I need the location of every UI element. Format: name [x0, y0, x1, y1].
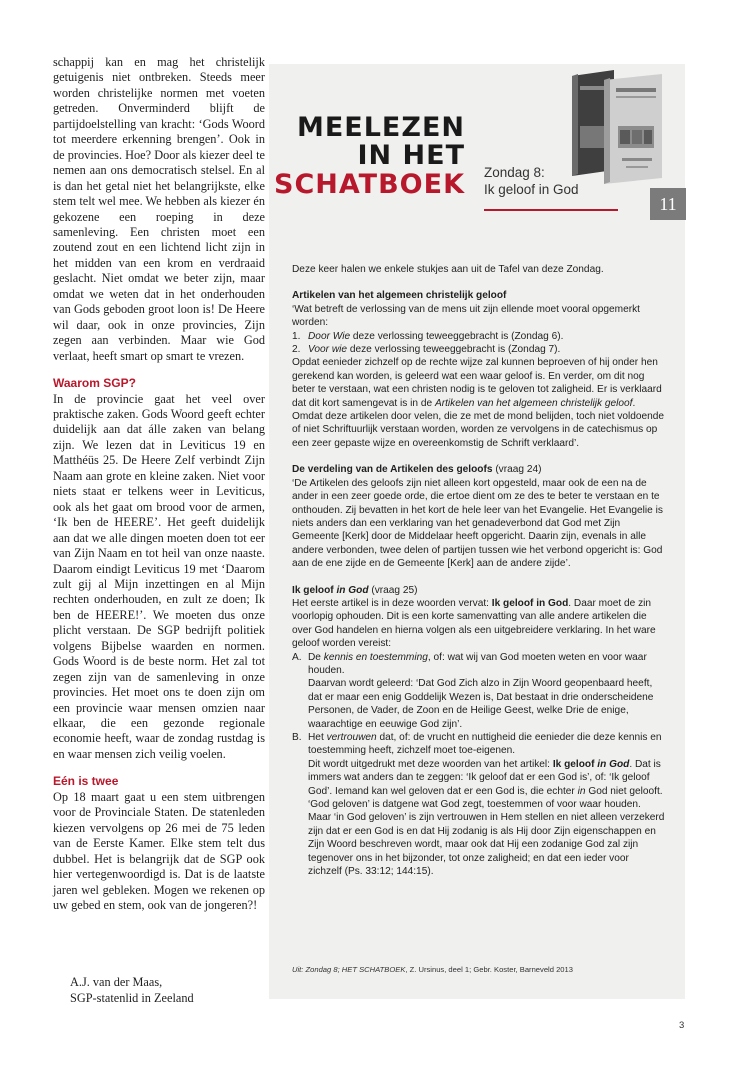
item-number: 2. [292, 344, 301, 356]
section-1-item-2: 2. Voor wie deze verlossing teweeggebracht is (Zondag 7). [292, 344, 561, 356]
part-number-badge: 11 [650, 188, 686, 220]
title-line-3: SCHATBOEK [274, 169, 465, 200]
heading-waarom-sgp: Waarom SGP? [53, 376, 136, 391]
books-illustration [564, 66, 674, 186]
section-1-item-1: 1. Door Wie deze verlossing teweeggebracht is (Zondag 6). [292, 330, 564, 342]
author-name: A.J. van der Maas, [70, 975, 163, 989]
list-item-b: B. Het vertrouwen dat, of: de vrucht en nuttigheid die eenieder die deze kennis en toestemming heeft, zichzelf moet toe-eigenen. Dit wordt uitgedrukt met deze woorden van het artikel: Ik geloof in God. Dat is immers wat anders dan te zeggen: ‘Ik geloof dat er een God is’, of: ‘Ik geloof God’. Iemand kan wel geloven dat er een God is, die echter in God niet gelooft. ‘God geloven’ is datgene wat God zegt, toestemmen of voor waar houden. Maar ‘in God geloven’ is zijn vertrouwen in Hem stellen en niet alleen verzekerd zijn dat er een God is en dat Hij zodanig is als Hij door Zijn eigenschappen en Zijn Woord beschreven wordt, maar ook dat Hij een zodanige God zal zijn tegenover ons in het bijzonder, tot onze zaligheid; en dat een ieder voor zichzelf (Ps. 33:12; 144:15). [292, 732, 665, 878]
section-3-paragraph: Het eerste artikel is in deze woorden vervat: Ik geloof in God. Daar moet de zin voorlopig ophouden. Dit is een korte samenvatting van alle andere artikelen die over God handelen en hierna volgen als een uitgebreidere verklaring. In het ware geloof worden vereist: [292, 597, 656, 650]
section-3-heading: Ik geloof in God (vraag 25) [292, 584, 418, 596]
author-signature [70, 975, 194, 1006]
zondag-line-2: Ik geloof in God [484, 181, 579, 197]
zondag-subtitle [484, 165, 579, 198]
list-item-b-detail: Dit wordt uitgedrukt met deze woorden van het artikel: Ik geloof in God. Dat is immers wat anders dan te zeggen: ‘Ik geloof dat er een God is’, of: ‘Ik geloof God’. Iemand kan wel geloven dat er een God is, die echter in God niet gelooft. ‘God geloven’ is datgene wat God zegt, toestemmen of voor waar houden. Maar ‘in God geloven’ is zijn vertrouwen in Hem stellen en niet alleen verzekerd zijn dat er een God is en dat Hij zodanig is als Hij door Zijn eigenschappen en Zijn Woord beschreven wordt, maar ook dat Hij een zodanige God zal zijn tegenover ons in het bijzonder, tot onze zaligheid; en dat een ieder voor zichzelf (Ps. 33:12; 144:15). [308, 758, 665, 878]
page-number: 3 [679, 1020, 685, 1031]
author-role: SGP-statenlid in Zeeland [70, 990, 194, 1005]
item-number: 1. [292, 330, 301, 342]
section-1-paragraph-2: Opdat eenieder zichzelf op de rechte wijze zal kunnen beproeven of hij onder hen gerekend kan worden, is geleerd wat een waar geloof is. En verder, om dit nog beter te verstaan, wat een christen nodig is te geloven tot zaligheid. Er is verklaard dat dit kort samengevat is in de Artikelen van het algemeen christelijk geloof. Omdat deze artikelen door velen, die ze met de mond belijden, toch niet voldoende of niet Schriftuurlijk verstaan worden, worden ze vervolgens in de catechismus op een zeer gepaste wijze en overeenkomstig de Schrift verklaard’. [292, 357, 665, 449]
list-item-a: A. De kennis en toestemming, of: wat wij van God moeten weten en voor waar houden. Daarvan wordt geleerd: ‘Dat God Zich alzo in Zijn Woord geopenbaard heeft, dat er maar een enig Goddelijk Wezen is, Dat bestaat in drie onderscheidene Personen, de Vader, de Zoon en de Heilige Geest, welke Drie de enige, waarachtige en eeuwige God zijn’. [292, 651, 665, 731]
section-1-paragraph: ‘Wat betreft de verlossing van de mens uit zijn ellende moet vooral opgemerkt worden: [292, 303, 640, 329]
item-marker: A. [292, 651, 302, 663]
title-line-1: MEELEZEN [296, 112, 465, 143]
box-header [269, 64, 685, 218]
box-intro: Deze keer halen we enkele stukjes aan uit de Tafel van deze Zondag. [292, 264, 604, 275]
section-1-heading: Artikelen van het algemeen christelijk geloof [292, 290, 507, 302]
section-2-paragraph: ‘De Artikelen des geloofs zijn niet alleen kort opgesteld, maar ook de een na de ander in een zeer goede orde, die ertoe dient om ze des te beter te verstaan en te onthouden. Zij bevatten in het kort de hele leer van het Evangelie. Het Evangelie is niets anders dan een verklaring van het genadeverbond dat God met Zijn Gemeente [Kerk] door de Middelaar heeft opgericht. Daarin zijn, evenals in alle andere verbonden, twee delen of partijen tussen wie het verbond opgericht is: God aan de ene zijde en de Gemeente [Kerk] aan de andere zijde’. [292, 477, 663, 570]
title-line-2: IN HET [357, 140, 465, 171]
paragraph-een-is-twee: Op 18 maart gaat u een stem uitbrengen voor de Provinciale Staten. De statenleden kiezen vervolgens op 26 mei de 75 leden van de Eerste Kamer. Elke stem telt dus dubbel. Het is belangrijk dat de SGP ook hier vertegenwoordigd is. Dat is de laatste jaren wel gebleken. Mogen we rekenen op uw gebed en stem, ook van de jongeren?! [53, 789, 265, 913]
accent-line [484, 209, 618, 211]
intro-paragraph: schappij kan en mag het christelijk getuigenis niet ontbreken. Steeds meer worden christelijke normen met voeten getreden. Onverminderd blijft de partijdoelstelling van kracht: ‘Gods Woord tot meerdere erkenning brengen’. Ook in de provincies. Hoe? Door als kiezer deel te nemen aan ons democratisch stelsel. En al is dan het getal niet het belangrijkste, elke stem telt wel mee. We hebben als kiezer én gekozene een roeping in deze samenleving. Een christen moet een zoutend zout en een lichtend licht zijn in het midden van een krom en verdraaid geslacht. Niet omdat we beter zijn, maar omdat we weten dat in het onderhouden van Gods geboden groot loon is! De Heere wil daar, ook in onze provincies, Zijn zegen aan verbinden. Maar wie God verlaat, heeft smart op smart te vrezen. [53, 55, 265, 363]
list-item-a-detail: Daarvan wordt geleerd: ‘Dat God Zich alzo in Zijn Woord geopenbaard heeft, dat er maar een enig Goddelijk Wezen is, Dat bestaat in drie onderscheidene Personen, de Vader, de Zoon en de Heilige Geest, welke Drie de enige, waarachtige en eeuwige God zijn’. [308, 678, 654, 730]
item-marker: B. [292, 732, 302, 743]
paragraph-waarom-sgp: In de provincie gaat het veel over praktische zaken. Gods Woord geeft echter duidelijk aan dat álle zaken van belang zijn. We lezen dat in Leviticus 19 en Matthéüs 25. De Heere Zelf verbindt Zijn Naam aan grote en kleine zaken. Niet voor niets staat er telkens weer in Leviticus, ook als het gaat om brood voor de armen, ‘Ik ben de HEERE’. Het geeft duidelijk aan dat we alle dingen moeten doen tot eer van Zijn Naam en tot heil van onze naaste. Daarom eindigt Leviticus 19 met ‘Daarom zult gij al Mijn inzettingen en al Mijn rechten onderhouden, en zult ze doen; Ik ben de HEERE!’. We moeten dus onze plicht verstaan. De SGP bedrijft politiek volgens Bijbelse waarden en normen. Gods Woord is de beste norm. Het zal tot zegen zijn van de samenleving in onze provincies. Het moet ons te doen zijn om een provincie waar mensen omzien naar elkaar, die een gezonde regionale economie heeft, waar de zondag rustdag is en waar mensen zich veilig voelen. [53, 391, 265, 761]
zondag-line-1: Zondag 8: [484, 165, 545, 180]
box-content [292, 263, 665, 878]
source-citation: Uit: Zondag 8; HET SCHATBOEK, Z. Ursinus, deel 1; Gebr. Koster, Barneveld 2013 [292, 965, 573, 974]
heading-een-is-twee: Eén is twee [53, 774, 119, 789]
left-column [53, 55, 265, 913]
section-2-heading: De verdeling van de Artikelen des geloofs (vraag 24) [292, 464, 542, 476]
